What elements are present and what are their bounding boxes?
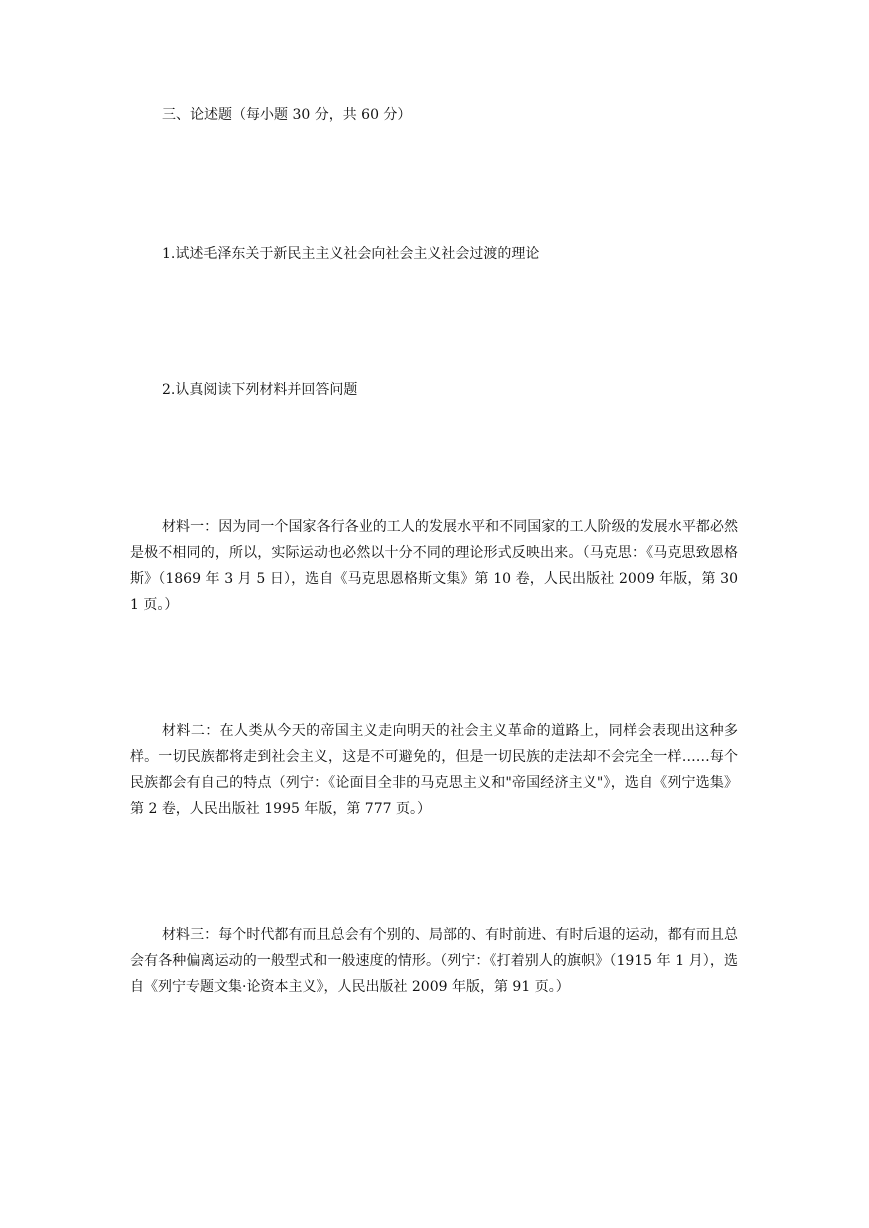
material-2-paragraph: 材料二：在人类从今天的帝国主义走向明天的社会主义革命的道路上，同样会表现出这种多样。一切民族都将走到社会主义，这是不可避免的，但是一切民族的走法却不会完全一样……每个民族都会有自己的特点（列宁：《论面目全非的马克思主义和"帝国经济主义"》，选自《列宁选集》第 2 卷，人民出版社 1995 年版，第 777 页。） bbox=[130, 723, 738, 817]
question-2: 2.认真阅读下列材料并回答问题 bbox=[162, 382, 358, 398]
material-1-paragraph: 材料一：因为同一个国家各行各业的工人的发展水平和不同国家的工人阶级的发展水平都必然是极不相同的，所以，实际运动也必然以十分不同的理论形式反映出来。（马克思：《马克思致恩格斯》（1869 年 3 月 5 日），选自《马克思恩格斯文集》第 10 卷，人民出版社 2009 年版，第 301 页。） bbox=[130, 519, 738, 613]
question-1: 1.试述毛泽东关于新民主主义社会向社会主义社会过渡的理论 bbox=[162, 246, 540, 262]
section-heading: 三、论述题（每小题 30 分，共 60 分） bbox=[162, 107, 412, 123]
material-3-paragraph: 材料三：每个时代都有而且总会有个别的、局部的、有时前进、有时后退的运动，都有而且总会有各种偏离运动的一般型式和一般速度的情形。（列宁：《打着别人的旗帜》（1915 年 1 月），选自《列宁专题文集·论资本主义》，人民出版社 2009 年版，第 91 页。） bbox=[130, 927, 738, 995]
